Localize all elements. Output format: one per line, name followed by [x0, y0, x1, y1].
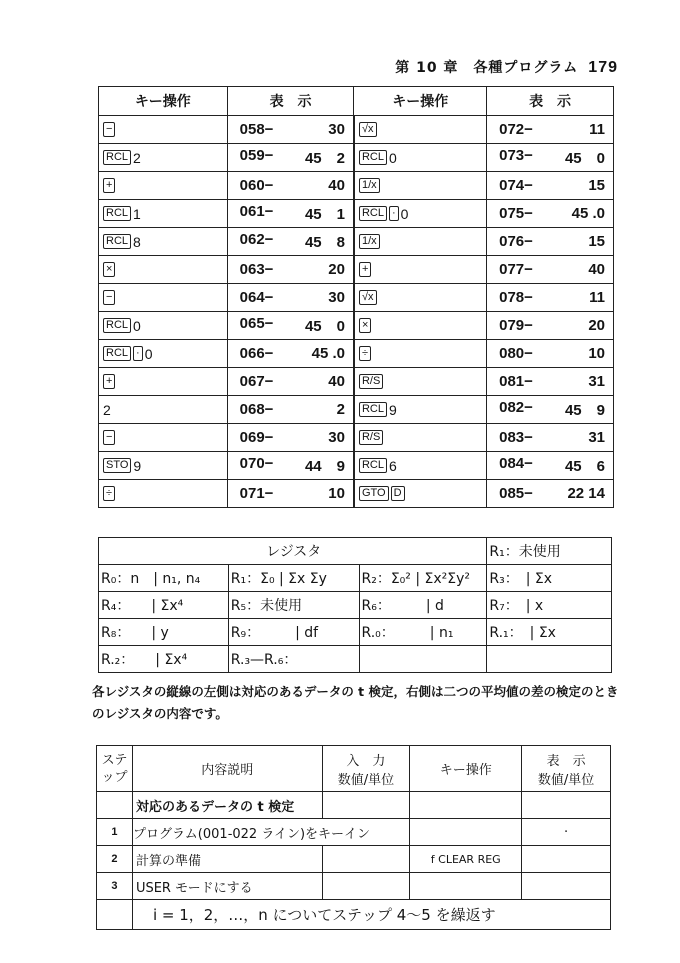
key-argument: 6 [389, 457, 397, 474]
keys-left [99, 256, 228, 284]
display-address: 070− [239, 455, 274, 472]
display-code: 45 9 [564, 402, 605, 419]
display-code: 30 [328, 121, 345, 138]
display-address: 071− [239, 485, 274, 502]
key-cap: ÷ [103, 486, 115, 501]
program-row [99, 284, 614, 312]
display-content [499, 455, 605, 476]
register-cell [359, 646, 487, 673]
display-content [240, 401, 345, 418]
display-left [227, 340, 354, 368]
display-code: 15 [588, 177, 605, 194]
display-address: 067− [239, 373, 274, 390]
display-address: 061− [239, 203, 274, 220]
step-number: 3 [97, 873, 133, 900]
keys-left [99, 396, 228, 424]
key-cap: RCL [359, 402, 387, 417]
program-row [99, 200, 614, 228]
display-address: 066− [239, 345, 274, 362]
register-cell: R.₀： | n₁ [359, 619, 487, 646]
register-cell: R.₂： | Σx⁴ [99, 646, 229, 673]
program-table-header-row [99, 87, 614, 116]
keys-left [99, 200, 228, 228]
display-right [487, 396, 614, 424]
display-address: 084− [499, 455, 533, 472]
program-row [99, 172, 614, 200]
key-cap: + [103, 178, 115, 193]
display-left [227, 116, 354, 144]
display-code: 45 2 [304, 150, 345, 167]
register-cell: R₄： | Σx⁴ [99, 592, 229, 619]
key-argument: 0 [400, 205, 409, 222]
display-address: 083− [499, 429, 533, 446]
display-content [240, 261, 345, 278]
display-right [487, 228, 614, 256]
key-cap: STO [103, 458, 131, 473]
program-row [99, 312, 614, 340]
display-address: 072− [499, 121, 533, 138]
display-code: 40 [328, 373, 345, 390]
keys-left [99, 172, 228, 200]
display-left [227, 312, 354, 340]
display-right [487, 116, 614, 144]
steps-header-row [97, 746, 611, 792]
display-left [227, 200, 354, 228]
display-left [227, 424, 354, 452]
register-row [99, 646, 612, 673]
key-cap: RCL [103, 346, 131, 361]
steps-table-body [97, 792, 611, 930]
header-keys-right: キー操作 [354, 87, 487, 116]
key-cap: − [103, 430, 115, 445]
step-row [97, 792, 611, 819]
display-code: 40 [588, 261, 605, 278]
keys-left [99, 452, 228, 480]
steps-header-display-top: 表 示 [546, 753, 586, 769]
display-address: 079− [499, 317, 533, 334]
display-address: 059− [239, 147, 274, 164]
register-row [99, 592, 612, 619]
key-argument: 8 [133, 233, 141, 250]
key-argument: 9 [389, 401, 397, 418]
display-code: 11 [589, 289, 605, 306]
step-description: USER モードにする [132, 873, 322, 900]
display-content [499, 429, 605, 446]
key-argument: 0 [389, 149, 397, 166]
steps-header-display-bottom: 数値/単位 [537, 772, 595, 788]
display-content [499, 317, 605, 334]
display-code: 20 [328, 261, 345, 278]
step-display [522, 792, 611, 819]
key-cap: + [359, 262, 371, 277]
display-content [499, 289, 605, 306]
header-display-left: 表 示 [227, 87, 354, 116]
key-cap: GTO [359, 486, 389, 501]
key-cap: + [103, 374, 115, 389]
display-content [240, 315, 345, 336]
display-code: 44 9 [304, 458, 345, 475]
key-cap: RCL [103, 318, 131, 333]
display-content [240, 203, 345, 224]
register-r1-note: R₁：未使用 [487, 538, 612, 565]
display-address: 060− [239, 177, 274, 194]
display-right [487, 172, 614, 200]
register-cell: R₀：n | n₁, n₄ [99, 565, 229, 592]
register-cell: R₁：Σ₀ | Σx Σy [228, 565, 359, 592]
display-right [487, 340, 614, 368]
display-content [499, 373, 605, 390]
display-address: 065− [239, 315, 274, 332]
step-display [522, 846, 611, 873]
step-input [322, 792, 410, 819]
program-row [99, 228, 614, 256]
display-left [227, 284, 354, 312]
key-argument: 0 [133, 317, 141, 334]
keys-left [99, 424, 228, 452]
display-right [487, 480, 614, 508]
keys-right [354, 116, 487, 144]
display-left [227, 172, 354, 200]
key-cap: RCL [359, 206, 387, 221]
key-argument: 2 [103, 401, 111, 418]
display-code: 31 [588, 429, 605, 446]
display-right [487, 368, 614, 396]
display-left [227, 480, 354, 508]
steps-header-input [322, 746, 410, 792]
register-table [98, 537, 612, 673]
key-cap: × [359, 318, 371, 333]
key-cap: RCL [103, 234, 131, 249]
display-address: 073− [499, 147, 533, 164]
display-address: 076− [499, 233, 533, 250]
display-content [499, 345, 605, 362]
keys-right [354, 256, 487, 284]
key-cap: R/S [359, 374, 383, 389]
key-cap: RCL [359, 150, 387, 165]
step-number: 1 [97, 819, 133, 846]
key-cap: R/S [359, 430, 383, 445]
display-left [227, 396, 354, 424]
display-content [240, 485, 345, 502]
step-keys [410, 873, 522, 900]
step-description: i = 1，2，…，n についてステップ 4〜5 を繰返す [132, 900, 610, 930]
display-address: 069− [239, 429, 274, 446]
display-left [227, 256, 354, 284]
keys-right [354, 340, 487, 368]
register-title-row [99, 538, 612, 565]
header-display-right: 表 示 [487, 87, 614, 116]
display-content [240, 455, 345, 476]
register-table-body [99, 565, 612, 673]
key-cap: RCL [103, 206, 131, 221]
display-content [240, 231, 345, 252]
display-content [240, 177, 345, 194]
display-content [499, 233, 605, 250]
keys-right [354, 172, 487, 200]
display-address: 085− [499, 485, 533, 502]
display-content [240, 121, 345, 138]
display-address: 063− [239, 261, 274, 278]
display-right [487, 452, 614, 480]
display-content [499, 205, 605, 222]
display-code: 45 8 [304, 234, 345, 251]
keys-left [99, 312, 228, 340]
key-cap: 1/x [359, 178, 380, 193]
program-row [99, 368, 614, 396]
step-number: 2 [97, 846, 133, 873]
key-cap: RCL [359, 458, 387, 473]
key-cap: ÷ [359, 346, 371, 361]
steps-table [96, 745, 611, 930]
program-row [99, 396, 614, 424]
register-note: 各レジスタの縦線の左側は対応のあるデータの t 検定，右側は二つの平均値の差の検定のときのレジスタの内容です。 [92, 684, 619, 721]
display-left [227, 144, 354, 172]
register-cell: R₈： | y [99, 619, 229, 646]
display-address: 080− [499, 345, 533, 362]
display-address: 078− [499, 289, 533, 306]
display-code: 30 [328, 429, 345, 446]
keys-left [99, 116, 228, 144]
display-content [240, 345, 345, 362]
keys-right [354, 312, 487, 340]
keys-right [354, 284, 487, 312]
register-title: レジスタ [99, 538, 487, 565]
display-address: 064− [239, 289, 274, 306]
display-address: 081− [499, 373, 533, 390]
key-cap: · [389, 206, 399, 221]
keys-right [354, 200, 487, 228]
display-code: 11 [589, 121, 605, 138]
key-cap: RCL [103, 150, 131, 165]
display-code: 45 1 [304, 206, 345, 223]
keys-left [99, 228, 228, 256]
display-code: 45 .0 [571, 205, 605, 222]
program-row [99, 116, 614, 144]
register-cell [487, 646, 612, 673]
display-left [227, 368, 354, 396]
display-address: 077− [499, 261, 533, 278]
display-content [499, 399, 605, 420]
keys-right [354, 368, 487, 396]
key-cap: 1/x [359, 234, 380, 249]
keys-right [354, 480, 487, 508]
display-code: 31 [588, 373, 605, 390]
register-cell: R₂：Σ₀² | Σx²Σy² [359, 565, 487, 592]
steps-header-desc: 内容説明 [132, 746, 322, 792]
display-address: 058− [239, 121, 274, 138]
step-description: プログラム(001-022 ライン)をキーイン [132, 819, 409, 846]
register-cell: R₇： | x [487, 592, 612, 619]
display-right [487, 424, 614, 452]
key-cap: × [103, 262, 115, 277]
display-content [499, 121, 605, 138]
display-content [499, 177, 605, 194]
display-right [487, 256, 614, 284]
key-cap: D [391, 486, 405, 501]
step-description: 対応のあるデータの t 検定 [132, 792, 322, 819]
program-row [99, 144, 614, 172]
display-code: 30 [328, 289, 345, 306]
step-display [522, 873, 611, 900]
display-content [240, 289, 345, 306]
steps-header-input-bottom: 数値/単位 [337, 772, 395, 788]
key-argument: 2 [133, 149, 141, 166]
step-keys: f CLEAR REG [410, 846, 522, 873]
register-row [99, 619, 612, 646]
display-address: 062− [239, 231, 274, 248]
display-content [240, 147, 345, 168]
key-argument: 1 [133, 205, 141, 222]
display-right [487, 312, 614, 340]
step-description: 計算の準備 [132, 846, 322, 873]
register-cell: R₅：未使用 [228, 592, 359, 619]
display-content [499, 485, 605, 502]
register-cell: R.₃—R.₆： [228, 646, 359, 673]
register-cell: R₃： | Σx [487, 565, 612, 592]
display-right [487, 284, 614, 312]
register-cell: R₉： | df [228, 619, 359, 646]
program-row [99, 340, 614, 368]
display-content [499, 147, 605, 168]
program-listing-table [98, 86, 614, 508]
step-display: · [522, 819, 611, 846]
step-keys [410, 792, 522, 819]
step-row [97, 873, 611, 900]
display-right [487, 200, 614, 228]
display-code: 10 [588, 345, 605, 362]
display-left [227, 228, 354, 256]
display-code: 10 [328, 485, 345, 502]
program-row [99, 256, 614, 284]
key-argument: 9 [133, 457, 142, 474]
display-address: 075− [499, 205, 533, 222]
step-row [97, 900, 611, 930]
steps-header-input-top: 入 力 [346, 753, 386, 769]
steps-header-keys: キー操作 [410, 746, 522, 792]
step-number [97, 900, 133, 930]
program-table-body [99, 116, 614, 508]
program-row [99, 424, 614, 452]
key-cap: − [103, 290, 115, 305]
keys-right [354, 228, 487, 256]
keys-left [99, 144, 228, 172]
key-cap: √x [359, 122, 377, 137]
display-code: 15 [588, 233, 605, 250]
register-cell: R.₁： | Σx [487, 619, 612, 646]
keys-left [99, 340, 228, 368]
step-keys [410, 819, 522, 846]
display-code: 45 .0 [311, 345, 345, 362]
step-row [97, 846, 611, 873]
page-header [395, 57, 618, 77]
keys-left [99, 368, 228, 396]
steps-header-display [522, 746, 611, 792]
page-number: 179 [588, 59, 618, 76]
display-code: 22 14 [567, 485, 605, 502]
register-row [99, 565, 612, 592]
display-content [240, 373, 345, 390]
display-content [499, 261, 605, 278]
keys-right [354, 396, 487, 424]
keys-right [354, 424, 487, 452]
display-code: 45 6 [564, 458, 605, 475]
keys-right [354, 452, 487, 480]
display-address: 074− [499, 177, 533, 194]
display-address: 068− [239, 401, 274, 418]
key-cap: − [103, 122, 115, 137]
program-row [99, 452, 614, 480]
keys-left [99, 284, 228, 312]
program-row [99, 480, 614, 508]
register-cell: R₆： | d [359, 592, 487, 619]
steps-header-step: ステップ [97, 746, 133, 792]
display-address: 082− [499, 399, 533, 416]
chapter-title: 第 10 章 各種プログラム [395, 60, 579, 76]
header-keys-left: キー操作 [99, 87, 228, 116]
display-code: 45 0 [304, 318, 345, 335]
display-right [487, 144, 614, 172]
step-number [97, 792, 133, 819]
keys-right [354, 144, 487, 172]
step-row [97, 819, 611, 846]
key-cap: √x [359, 290, 377, 305]
display-code: 2 [336, 401, 345, 418]
display-code: 40 [328, 177, 345, 194]
step-input [322, 873, 410, 900]
display-code: 20 [588, 317, 605, 334]
key-argument: 0 [144, 345, 153, 362]
step-input [322, 846, 410, 873]
keys-left [99, 480, 228, 508]
display-content [240, 429, 345, 446]
key-cap: · [133, 346, 143, 361]
display-code: 45 0 [564, 150, 605, 167]
display-left [227, 452, 354, 480]
